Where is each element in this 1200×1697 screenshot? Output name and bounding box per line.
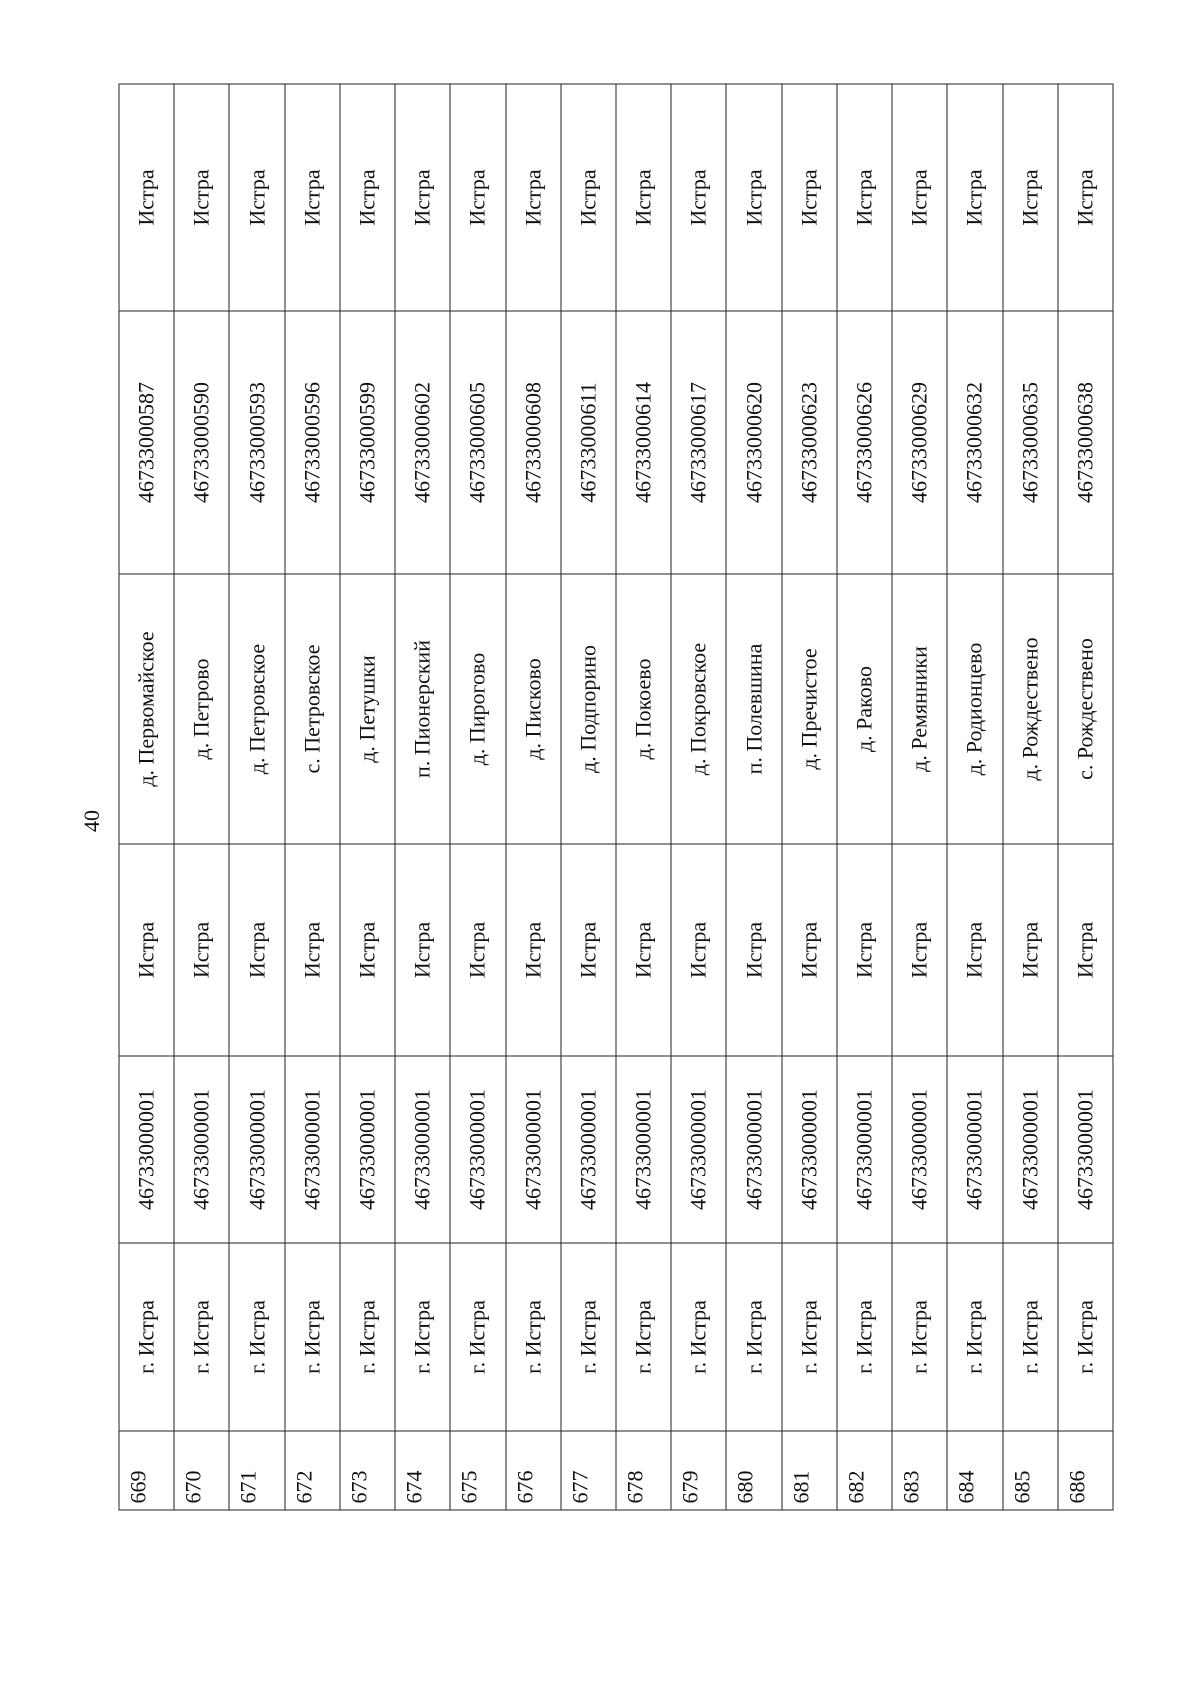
municipality-cell: Истра (339, 844, 394, 1056)
city-code-cell: 46733000001 (726, 1056, 781, 1243)
place-municipality-cell: Истра (615, 84, 670, 311)
row-number-cell: 674 (395, 1431, 450, 1510)
municipality-cell: Истра (450, 844, 505, 1056)
row-number-cell: 684 (947, 1431, 1002, 1510)
place-cell: д. Раково (836, 574, 891, 844)
municipality-cell: Истра (836, 844, 891, 1056)
place-cell: с. Рождествено (1057, 574, 1112, 844)
place-cell: д. Родионцево (947, 574, 1002, 844)
place-code-cell: 46733000605 (450, 311, 505, 574)
city-cell: г. Истра (726, 1243, 781, 1431)
city-code-cell: 46733000001 (671, 1056, 726, 1243)
place-municipality-cell: Истра (339, 84, 394, 311)
city-cell: г. Истра (560, 1243, 615, 1431)
city-cell: г. Истра (229, 1243, 284, 1431)
city-cell: г. Истра (947, 1243, 1002, 1431)
table-row (119, 84, 174, 1510)
place-municipality-cell: Истра (560, 84, 615, 311)
table-row (781, 84, 836, 1510)
municipality-cell: Истра (119, 844, 174, 1056)
place-municipality-cell: Истра (1002, 84, 1057, 311)
place-municipality-cell: Истра (781, 84, 836, 311)
table-row (229, 84, 284, 1510)
table-row (947, 84, 1002, 1510)
place-municipality-cell: Истра (726, 84, 781, 311)
place-cell: д. Петушки (339, 574, 394, 844)
city-code-cell: 46733000001 (450, 1056, 505, 1243)
city-code-cell: 46733000001 (892, 1056, 947, 1243)
row-number-cell: 670 (174, 1431, 229, 1510)
table-body (119, 84, 1113, 1510)
place-municipality-cell: Истра (229, 84, 284, 311)
table-row (395, 84, 450, 1510)
row-number-cell: 685 (1002, 1431, 1057, 1510)
city-code-cell: 46733000001 (1002, 1056, 1057, 1243)
page-number: 40 (79, 810, 104, 832)
place-municipality-cell: Истра (395, 84, 450, 311)
place-cell: п. Полевшина (726, 574, 781, 844)
settlement-table (118, 83, 1113, 1510)
place-code-cell: 46733000617 (671, 311, 726, 574)
place-code-cell: 46733000620 (726, 311, 781, 574)
row-number-cell: 686 (1057, 1431, 1112, 1510)
city-cell: г. Истра (174, 1243, 229, 1431)
place-cell: д. Петровское (229, 574, 284, 844)
place-cell: д. Рождествено (1002, 574, 1057, 844)
place-cell: д. Петрово (174, 574, 229, 844)
place-code-cell: 46733000602 (395, 311, 450, 574)
table-row (615, 84, 670, 1510)
place-municipality-cell: Истра (284, 84, 339, 311)
place-code-cell: 46733000593 (229, 311, 284, 574)
city-cell: г. Истра (119, 1243, 174, 1431)
row-number-cell: 682 (836, 1431, 891, 1510)
place-code-cell: 46733000623 (781, 311, 836, 574)
place-cell: д. Пречистое (781, 574, 836, 844)
municipality-cell: Истра (947, 844, 1002, 1056)
table-row (892, 84, 947, 1510)
city-code-cell: 46733000001 (119, 1056, 174, 1243)
city-cell: г. Истра (836, 1243, 891, 1431)
city-code-cell: 46733000001 (1057, 1056, 1112, 1243)
row-number-cell: 669 (119, 1431, 174, 1510)
city-cell: г. Истра (615, 1243, 670, 1431)
table-row (726, 84, 781, 1510)
table-row (1002, 84, 1057, 1510)
place-code-cell: 46733000614 (615, 311, 670, 574)
table-row (505, 84, 560, 1510)
place-code-cell: 46733000632 (947, 311, 1002, 574)
municipality-cell: Истра (505, 844, 560, 1056)
municipality-cell: Истра (671, 844, 726, 1056)
place-code-cell: 46733000638 (1057, 311, 1112, 574)
row-number-cell: 679 (671, 1431, 726, 1510)
row-number-cell: 673 (339, 1431, 394, 1510)
place-cell: д. Писково (505, 574, 560, 844)
row-number-cell: 683 (892, 1431, 947, 1510)
place-cell: п. Пионерский (395, 574, 450, 844)
row-number-cell: 672 (284, 1431, 339, 1510)
place-municipality-cell: Истра (892, 84, 947, 311)
place-cell: д. Покровское (671, 574, 726, 844)
place-municipality-cell: Истра (505, 84, 560, 311)
row-number-cell: 678 (615, 1431, 670, 1510)
table-row (284, 84, 339, 1510)
place-code-cell: 46733000611 (560, 311, 615, 574)
municipality-cell: Истра (615, 844, 670, 1056)
city-code-cell: 46733000001 (339, 1056, 394, 1243)
city-cell: г. Истра (671, 1243, 726, 1431)
city-code-cell: 46733000001 (560, 1056, 615, 1243)
place-municipality-cell: Истра (119, 84, 174, 311)
city-cell: г. Истра (395, 1243, 450, 1431)
table-row (836, 84, 891, 1510)
city-cell: г. Истра (284, 1243, 339, 1431)
municipality-cell: Истра (781, 844, 836, 1056)
city-cell: г. Истра (339, 1243, 394, 1431)
place-municipality-cell: Истра (1057, 84, 1112, 311)
table-row (450, 84, 505, 1510)
city-cell: г. Истра (450, 1243, 505, 1431)
place-cell: д. Первомайское (119, 574, 174, 844)
city-code-cell: 46733000001 (836, 1056, 891, 1243)
place-code-cell: 46733000626 (836, 311, 891, 574)
place-code-cell: 46733000635 (1002, 311, 1057, 574)
city-code-cell: 46733000001 (781, 1056, 836, 1243)
city-code-cell: 46733000001 (174, 1056, 229, 1243)
municipality-cell: Истра (284, 844, 339, 1056)
city-cell: г. Истра (892, 1243, 947, 1431)
municipality-cell: Истра (229, 844, 284, 1056)
city-code-cell: 46733000001 (615, 1056, 670, 1243)
row-number-cell: 677 (560, 1431, 615, 1510)
place-cell: д. Покоево (615, 574, 670, 844)
city-code-cell: 46733000001 (395, 1056, 450, 1243)
place-cell: д. Подпорино (560, 574, 615, 844)
place-municipality-cell: Истра (947, 84, 1002, 311)
table-row (174, 84, 229, 1510)
row-number-cell: 676 (505, 1431, 560, 1510)
place-municipality-cell: Истра (836, 84, 891, 311)
city-code-cell: 46733000001 (229, 1056, 284, 1243)
place-code-cell: 46733000608 (505, 311, 560, 574)
municipality-cell: Истра (1002, 844, 1057, 1056)
city-code-cell: 46733000001 (947, 1056, 1002, 1243)
municipality-cell: Истра (1057, 844, 1112, 1056)
table-row (560, 84, 615, 1510)
place-code-cell: 46733000596 (284, 311, 339, 574)
municipality-cell: Истра (395, 844, 450, 1056)
row-number-cell: 681 (781, 1431, 836, 1510)
place-cell: д. Пирогово (450, 574, 505, 844)
place-cell: с. Петровское (284, 574, 339, 844)
place-code-cell: 46733000629 (892, 311, 947, 574)
place-code-cell: 46733000590 (174, 311, 229, 574)
place-municipality-cell: Истра (671, 84, 726, 311)
row-number-cell: 680 (726, 1431, 781, 1510)
city-code-cell: 46733000001 (505, 1056, 560, 1243)
place-code-cell: 46733000587 (119, 311, 174, 574)
municipality-cell: Истра (726, 844, 781, 1056)
settlement-table-wrapper (118, 84, 1113, 1510)
city-cell: г. Истра (505, 1243, 560, 1431)
row-number-cell: 675 (450, 1431, 505, 1510)
place-cell: д. Ремянники (892, 574, 947, 844)
city-cell: г. Истра (781, 1243, 836, 1431)
place-municipality-cell: Истра (174, 84, 229, 311)
place-municipality-cell: Истра (450, 84, 505, 311)
municipality-cell: Истра (560, 844, 615, 1056)
row-number-cell: 671 (229, 1431, 284, 1510)
table-row (339, 84, 394, 1510)
municipality-cell: Истра (892, 844, 947, 1056)
city-cell: г. Истра (1057, 1243, 1112, 1431)
municipality-cell: Истра (174, 844, 229, 1056)
table-row (1057, 84, 1112, 1510)
city-cell: г. Истра (1002, 1243, 1057, 1431)
table-row (671, 84, 726, 1510)
city-code-cell: 46733000001 (284, 1056, 339, 1243)
place-code-cell: 46733000599 (339, 311, 394, 574)
